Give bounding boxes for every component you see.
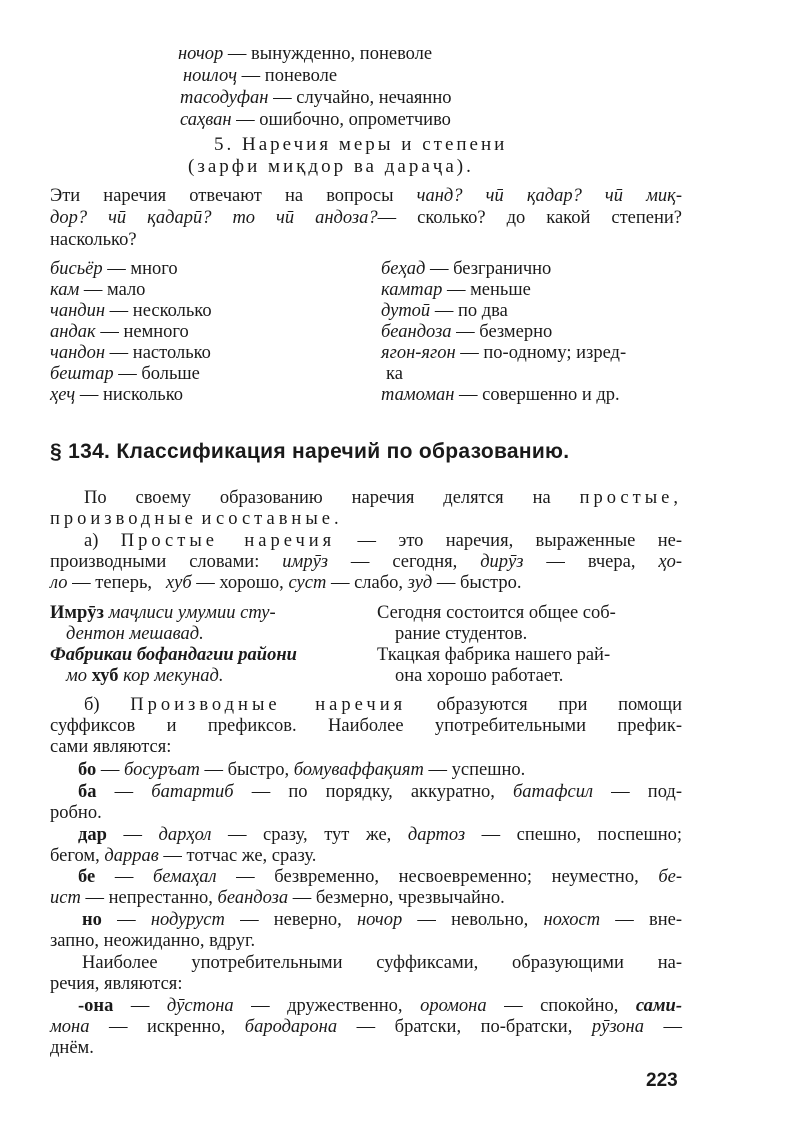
paragraph-line: б) Производные наречия образуются при помощи xyxy=(84,695,682,715)
prefix-entry: дар — дарҳол — сразу, тут же, дартоз — спешно, поспешно; xyxy=(78,825,682,845)
list-item: ҳеҷ — нисколько xyxy=(50,385,184,405)
prefix-entry-cont: бегом, даррав — тотчас же, сразу. xyxy=(50,846,317,866)
list-item: ка xyxy=(386,364,403,384)
list-item: саҳван — ошибочно, опрометчиво xyxy=(180,110,451,130)
paragraph-line: производные и составные. xyxy=(50,509,343,529)
paragraph-line: суффиксов и префиксов. Наиболее употребительными префик- xyxy=(50,716,682,736)
list-item: тамоман — совершенно и др. xyxy=(381,385,620,405)
section-title: 5. Наречия меры и степени xyxy=(214,134,508,155)
list-item: камтар — меньше xyxy=(381,280,531,300)
suffix-entry-cont: днём. xyxy=(50,1038,94,1058)
paragraph-line: речия, являются: xyxy=(50,974,183,994)
paragraph-line: ло — теперь, хуб — хорошо, суст — слабо, зуд — быстро. xyxy=(50,573,522,593)
prefix-entry-cont: запно, неожиданно, вдруг. xyxy=(50,931,256,951)
paragraph-line: а) Простые наречия — это наречия, выраженные не- xyxy=(84,531,682,551)
suffix-entry: -она — дӯстона — дружественно, оромона — спокойно, сами- xyxy=(78,996,683,1016)
list-item: беҳад — безгранично xyxy=(381,259,552,279)
paragraph-line: сами являются: xyxy=(50,737,172,757)
paragraph-line: насколько? xyxy=(50,230,137,250)
paragraph-line: Эти наречия отвечают на вопросы чанд? чӣ қадар? чӣ миқ- xyxy=(50,186,682,206)
section-subtitle: (зарфи миқдор ва дараҷа). xyxy=(188,156,474,177)
prefix-entry-cont: ист — непрестанно, беандоза — безмерно, чрезвычайно. xyxy=(50,888,505,908)
list-item: чандин — несколько xyxy=(50,301,212,321)
paragraph-line: дор? чӣ қадарӣ? то чӣ андоза?— сколько? до какой степени? xyxy=(50,208,682,228)
example-russian: она хорошо работает. xyxy=(395,666,564,686)
list-item: тасодуфан — случайно, нечаянно xyxy=(180,88,452,108)
paragraph-line: производными словами: имрӯз — сегодня, дирӯз — вчера, ҳо- xyxy=(50,552,682,572)
example-tajik: Фабрикаи бофандагии райони xyxy=(50,645,297,665)
list-item: ноилоҷ — поневоле xyxy=(183,66,338,86)
page-number: 223 xyxy=(646,1070,678,1091)
example-russian: Ткацкая фабрика нашего рай- xyxy=(377,645,611,665)
suffix-entry-cont: мона — искренно, бародарона — братски, по-братски, рӯзона — xyxy=(50,1017,682,1037)
list-item: кам — мало xyxy=(50,280,146,300)
list-item: чандон — настолько xyxy=(50,343,211,363)
list-item: беандоза — безмерно xyxy=(381,322,553,342)
list-item: ягон-ягон — по-одному; изред- xyxy=(381,343,627,363)
prefix-entry: но — нодуруст — неверно, ночор — невольно, нохост — вне- xyxy=(82,910,683,930)
example-russian: рание студентов. xyxy=(395,624,528,644)
prefix-entry: бо — босуръат — быстро, бомуваффақият — успешно. xyxy=(78,760,526,780)
list-item: дутоӣ — по два xyxy=(381,301,508,321)
section-heading: § 134. Классификация наречий по образованию. xyxy=(50,440,570,463)
prefix-entry-cont: робно. xyxy=(50,803,102,823)
example-russian: Сегодня состоится общее соб- xyxy=(377,603,616,623)
prefix-entry: ба — батартиб — по порядку, аккуратно, батафсил — под- xyxy=(78,782,682,802)
paragraph-line: Наиболее употребительными суффиксами, образующими на- xyxy=(82,953,682,973)
list-item: бештар — больше xyxy=(50,364,200,384)
example-tajik: дентон мешавад. xyxy=(66,624,204,644)
list-item: ночор — вынужденно, поневоле xyxy=(178,44,433,64)
example-tajik: Имрӯз маҷлиси умумии сту- xyxy=(50,603,276,623)
list-item: бисьёр — много xyxy=(50,259,178,279)
example-tajik: мо хуб кор мекунад. xyxy=(66,666,224,686)
list-item: андак — немного xyxy=(50,322,189,342)
prefix-entry: бе — бемаҳал — безвременно, несвоевременно; неуместно, бе- xyxy=(78,867,682,887)
paragraph-line: По своему образованию наречия делятся на простые, xyxy=(84,488,682,508)
